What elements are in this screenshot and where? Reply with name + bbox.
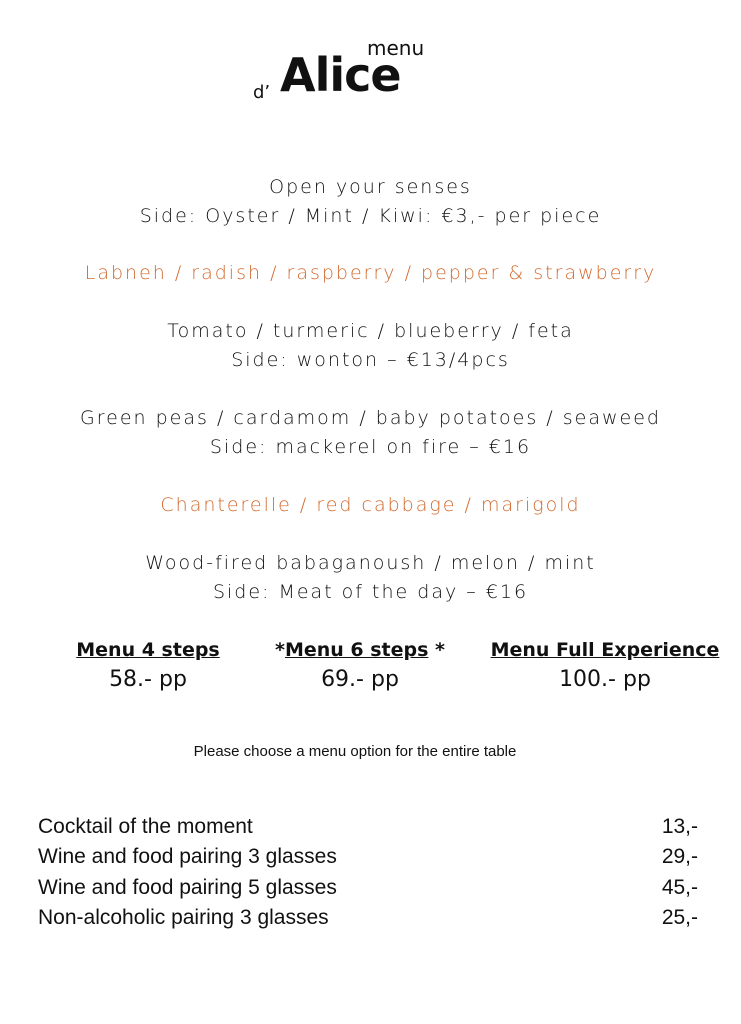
logo bbox=[250, 30, 450, 110]
menu-option-title-wrap bbox=[260, 639, 460, 661]
course-1-title: Open your senses bbox=[269, 176, 472, 198]
menu-option-title: Menu 4 steps bbox=[76, 639, 220, 661]
course-5-title: Chanterelle / red cabbage / marigold bbox=[160, 494, 581, 516]
menu-note: Please choose a menu option for the entire table bbox=[193, 743, 517, 760]
logo-prefix: d’ bbox=[253, 82, 271, 103]
menu-option-asterisk-prefix: * bbox=[275, 639, 285, 661]
menu-option-6-steps bbox=[260, 639, 460, 692]
menu-option-full-experience bbox=[490, 639, 720, 692]
course-3-side: Side: wonton – €13/4pcs bbox=[231, 349, 510, 371]
drink-name: Wine and food pairing 3 glasses bbox=[38, 845, 337, 868]
menu-option-asterisk-suffix: * bbox=[428, 639, 445, 661]
drink-name: Cocktail of the moment bbox=[38, 815, 253, 838]
course-3-title: Tomato / turmeric / blueberry / feta bbox=[167, 320, 574, 342]
course-6-side: Side: Meat of the day – €16 bbox=[212, 581, 529, 603]
course-1-side: Side: Oyster / Mint / Kiwi: €3,- per piece bbox=[139, 205, 602, 227]
drink-price: 45,- bbox=[661, 876, 698, 899]
drink-name: Wine and food pairing 5 glasses bbox=[38, 876, 337, 899]
course-4-title: Green peas / cardamom / baby potatoes / seaweed bbox=[80, 407, 661, 429]
menu-option-4-steps bbox=[48, 639, 248, 692]
drink-name: Non-alcoholic pairing 3 glasses bbox=[38, 906, 329, 929]
menu-option-price: 100.- pp bbox=[559, 667, 651, 692]
menu-option-title: Menu Full Experience bbox=[490, 639, 720, 661]
drink-price: 13,- bbox=[661, 815, 698, 838]
logo-name: Alice bbox=[280, 48, 401, 102]
menu-option-title: Menu 6 steps bbox=[284, 639, 429, 661]
course-2-title: Labneh / radish / raspberry / pepper & strawberry bbox=[84, 262, 657, 284]
menu-option-price: 58.- pp bbox=[109, 667, 187, 692]
course-4-side: Side: mackerel on fire – €16 bbox=[209, 436, 532, 458]
drink-price: 29,- bbox=[661, 845, 698, 868]
logo-menu-word: menu bbox=[367, 36, 425, 60]
course-6-title: Wood-fired babaganoush / melon / mint bbox=[145, 552, 596, 574]
menu-option-price: 69.- pp bbox=[321, 667, 399, 692]
drink-price: 25,- bbox=[661, 906, 698, 929]
